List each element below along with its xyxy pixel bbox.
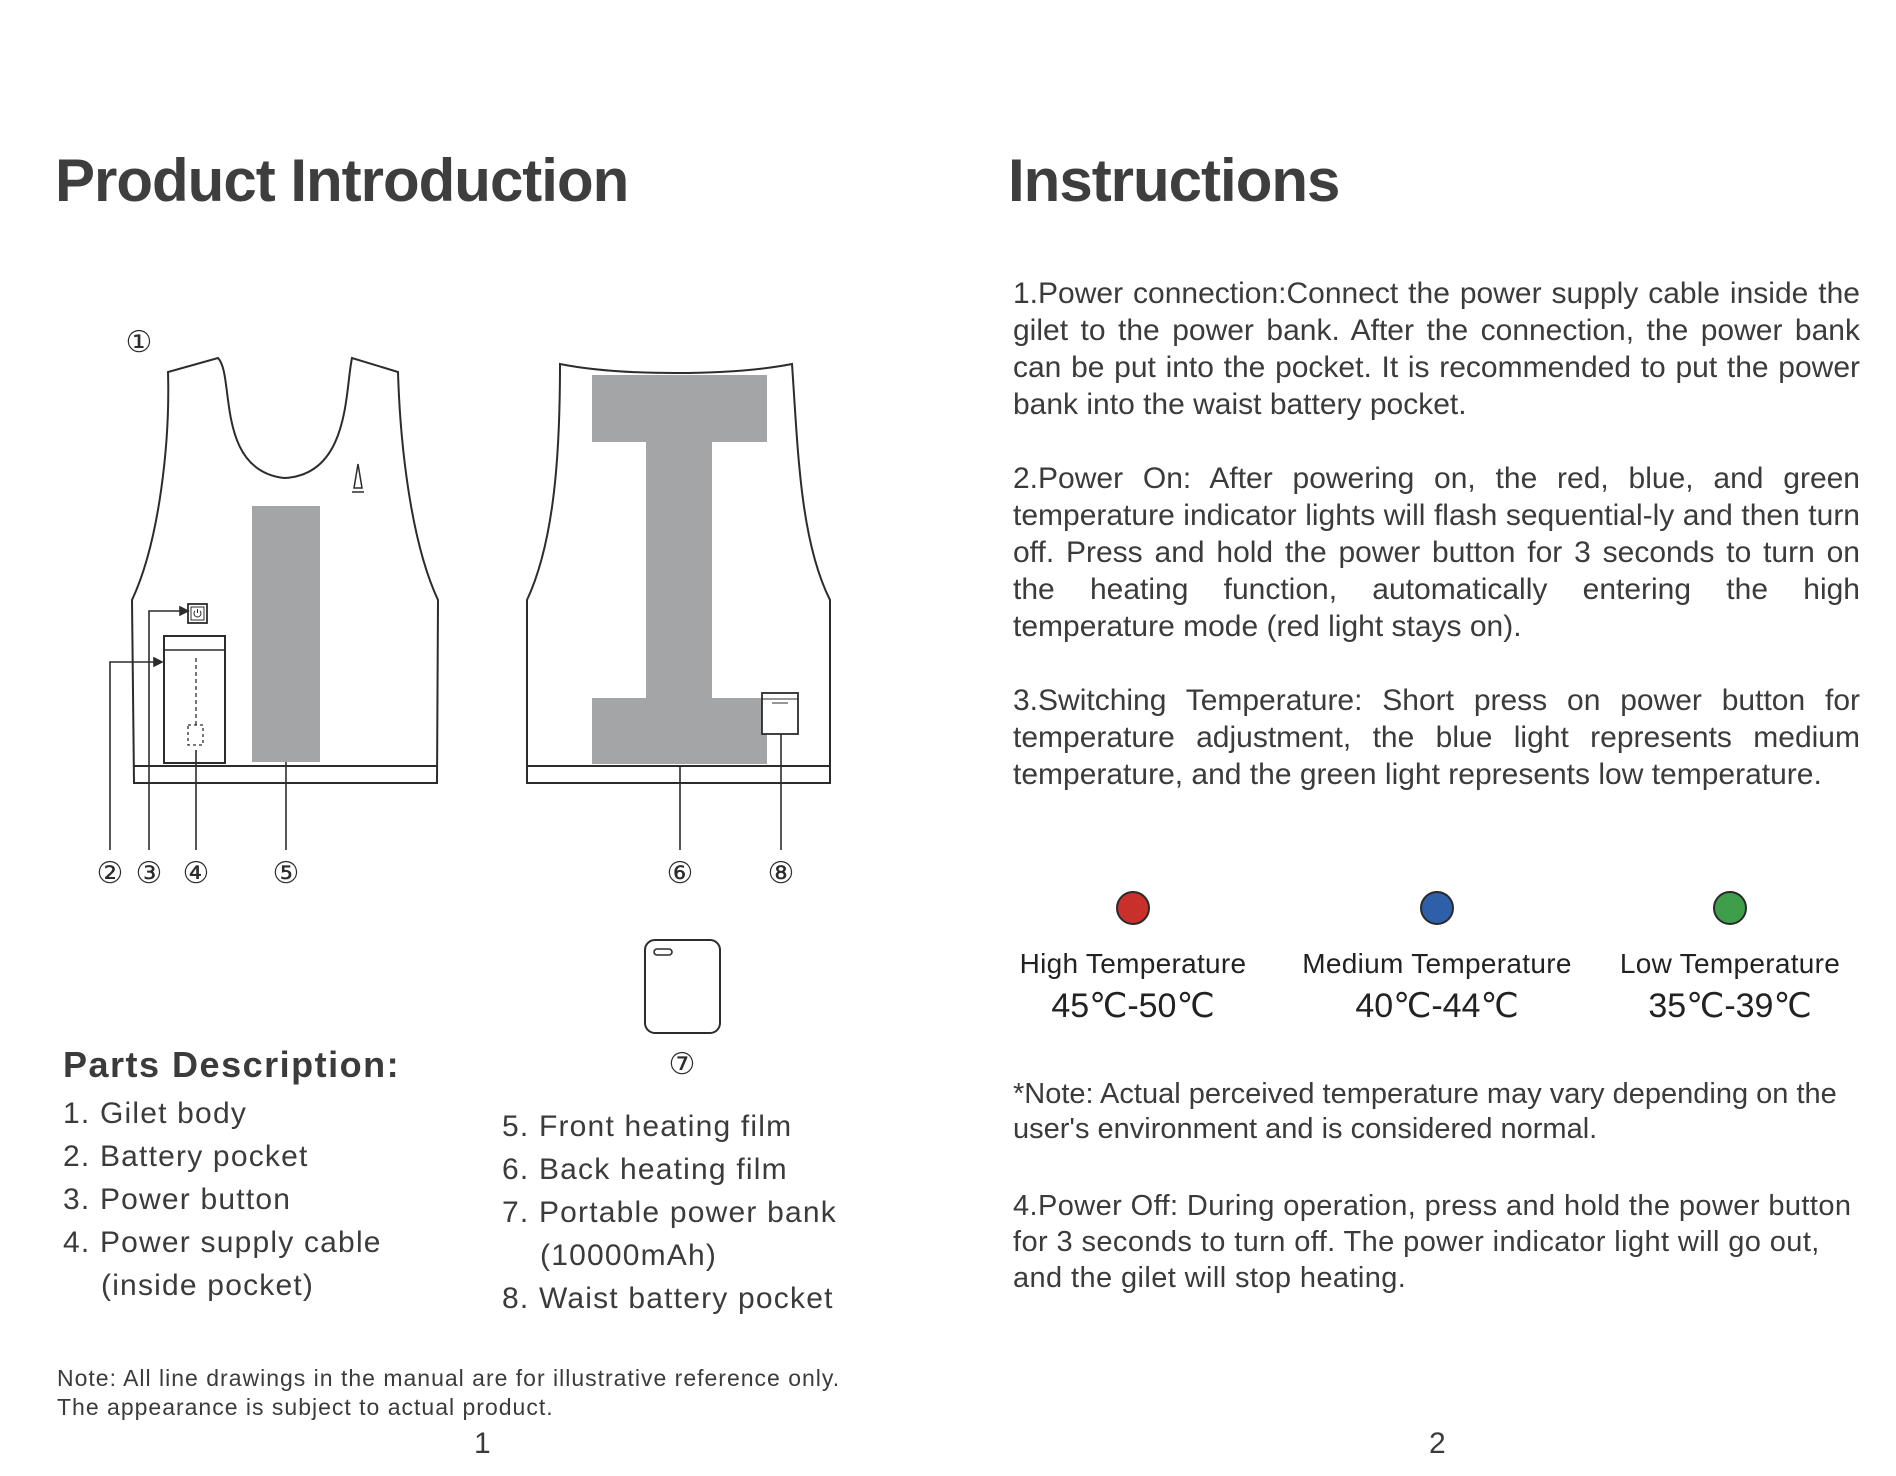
mode-name-high: High Temperature: [1019, 948, 1247, 979]
drawing-note-line1: Note: All line drawings in the manual are for illustrative reference only.: [57, 1365, 841, 1391]
mode-range-high: 45℃-50℃: [1051, 987, 1215, 1025]
blue-light-icon: [1420, 891, 1454, 925]
mode-name-medium: Medium Temperature: [1302, 948, 1572, 979]
callout-2: ②: [96, 856, 124, 891]
back-heating-film: [592, 375, 767, 764]
drawing-note-line2: The appearance is subject to actual product.: [57, 1394, 554, 1420]
temperature-note: *Note: Actual perceived temperature may vary depending on the user's environment and is considered normal.: [1013, 1078, 1837, 1145]
callout-5: ⑤: [272, 856, 300, 891]
page-title-instructions: Instructions: [1008, 147, 1340, 214]
callout-6: ⑥: [666, 856, 694, 891]
power-bank-icon: [645, 940, 720, 1033]
list-item: 4. Power supply cable: [63, 1226, 382, 1259]
instruction-step-4: 4.Power Off: During operation, press and hold the power button for 3 seconds to turn off. The power indicator light will go out, and the gilet will stop heating.: [1013, 1190, 1852, 1294]
mode-name-low: Low Temperature: [1619, 948, 1841, 979]
callout-4: ④: [182, 856, 210, 891]
list-item: 2. Battery pocket: [63, 1140, 309, 1173]
parts-list-col2: [502, 1105, 837, 1320]
indicator-light-green: [1713, 891, 1747, 925]
gilet-diagram: [0, 300, 900, 1080]
waist-battery-pocket-icon: [762, 693, 798, 734]
green-light-icon: [1713, 891, 1747, 925]
page-title-product-introduction: Product Introduction: [55, 147, 629, 214]
list-item: 1. Gilet body: [63, 1097, 248, 1130]
list-item-continuation: (10000mAh): [540, 1239, 718, 1272]
page-number-right: 2: [1429, 1427, 1446, 1460]
indicator-light-blue: [1420, 891, 1454, 925]
mode-range-low: 35℃-39℃: [1648, 987, 1812, 1025]
list-item: 5. Front heating film: [502, 1110, 793, 1143]
power-button-icon: [188, 604, 207, 623]
page-number-left: 1: [474, 1427, 491, 1460]
drawing-note: [57, 1364, 840, 1422]
instruction-step-3: 3.Switching Temperature: Short press on power button for temperature adjustment, the blue light represents medium temperature, and the green light represents low temperature.: [1013, 684, 1860, 791]
instruction-step-2: 2.Power On: After powering on, the red, blue, and green temperature indicator lights will flash sequential-ly and then turn off. Press and hold the power button for 3 seconds to turn on the heating function, automatically entering the high temperature mode (red light stays on).: [1013, 462, 1860, 643]
list-item: 8. Waist battery pocket: [502, 1282, 834, 1315]
parts-description-title: Parts Description:: [63, 1044, 401, 1085]
instruction-step-1: 1.Power connection:Connect the power supply cable inside the gilet to the power bank. After the connection, the power bank can be put into the pocket. It is recommended to put the power bank into the waist battery pocket.: [1013, 277, 1860, 421]
battery-pocket-icon: [164, 636, 225, 763]
red-light-icon: [1116, 891, 1150, 925]
mode-range-medium: 40℃-44℃: [1355, 987, 1519, 1025]
indicator-light-red: [1116, 891, 1150, 925]
callout-7: ⑦: [668, 1047, 696, 1080]
callout-8: ⑧: [767, 856, 795, 891]
callout-1: ①: [125, 325, 153, 360]
list-item: 3. Power button: [63, 1183, 292, 1216]
callout-3: ③: [135, 856, 163, 891]
list-item: 6. Back heating film: [502, 1153, 788, 1186]
front-heating-film: [252, 506, 320, 762]
parts-list-col1: [63, 1092, 382, 1307]
list-item-continuation: (inside pocket): [101, 1269, 315, 1302]
list-item: 7. Portable power bank: [502, 1196, 837, 1229]
